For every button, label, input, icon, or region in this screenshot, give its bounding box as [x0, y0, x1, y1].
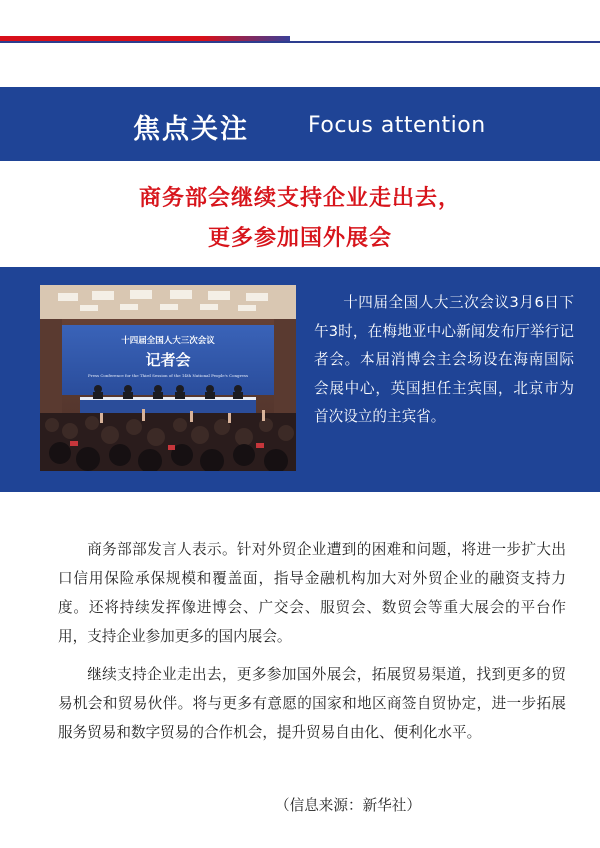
banner-title-cn: 焦点关注: [133, 114, 249, 145]
body-paragraph-1: 商务部部发言人表示。针对外贸企业遭到的困难和问题，将进一步扩大出口信用保险承保规模和覆盖面，指导金融机构加大对外贸企业的融资支持力度。还将持续发挥像进博会、广交会、服贸会、数贸会等重大展会的平台作用，支持企业参加更多的国内展会。: [58, 541, 566, 645]
body-paragraph-2: 继续支持企业走出去，更多参加国外展会，拓展贸易渠道，找到更多的贸易机会和贸易伙伴。将与更多有意愿的国家和地区商签自贸协定，进一步拓展服务贸易和数字贸易的合作机会，提升贸易自由化、便利化水平。: [58, 666, 566, 741]
press-conference-photo: [40, 285, 296, 471]
backdrop-line2: 记者会: [145, 351, 191, 369]
backdrop-line3: Press Conference for the Third Session of the 14th National People's Congress: [87, 373, 249, 378]
headline-line1: 商务部会继续支持企业走出去，: [138, 186, 461, 211]
section-banner: [0, 87, 600, 161]
top-rule-blue: [0, 41, 600, 43]
banner-title-en: Focus attention: [308, 113, 486, 138]
source-credit: （信息来源：新华社）: [275, 797, 421, 814]
feature-panel: [0, 267, 600, 492]
backdrop-line1: 十四届全国人大三次会议: [121, 336, 215, 346]
feature-text: 十四届全国人大三次会议3月6日下午3时，在梅地亚中心新闻发布厅举行记者会。本届消博会主会场设在海南国际会展中心，英国担任主宾国，北京市为首次设立的主宾省。: [314, 294, 574, 425]
headline-line2: 更多参加国外展会: [207, 226, 392, 251]
